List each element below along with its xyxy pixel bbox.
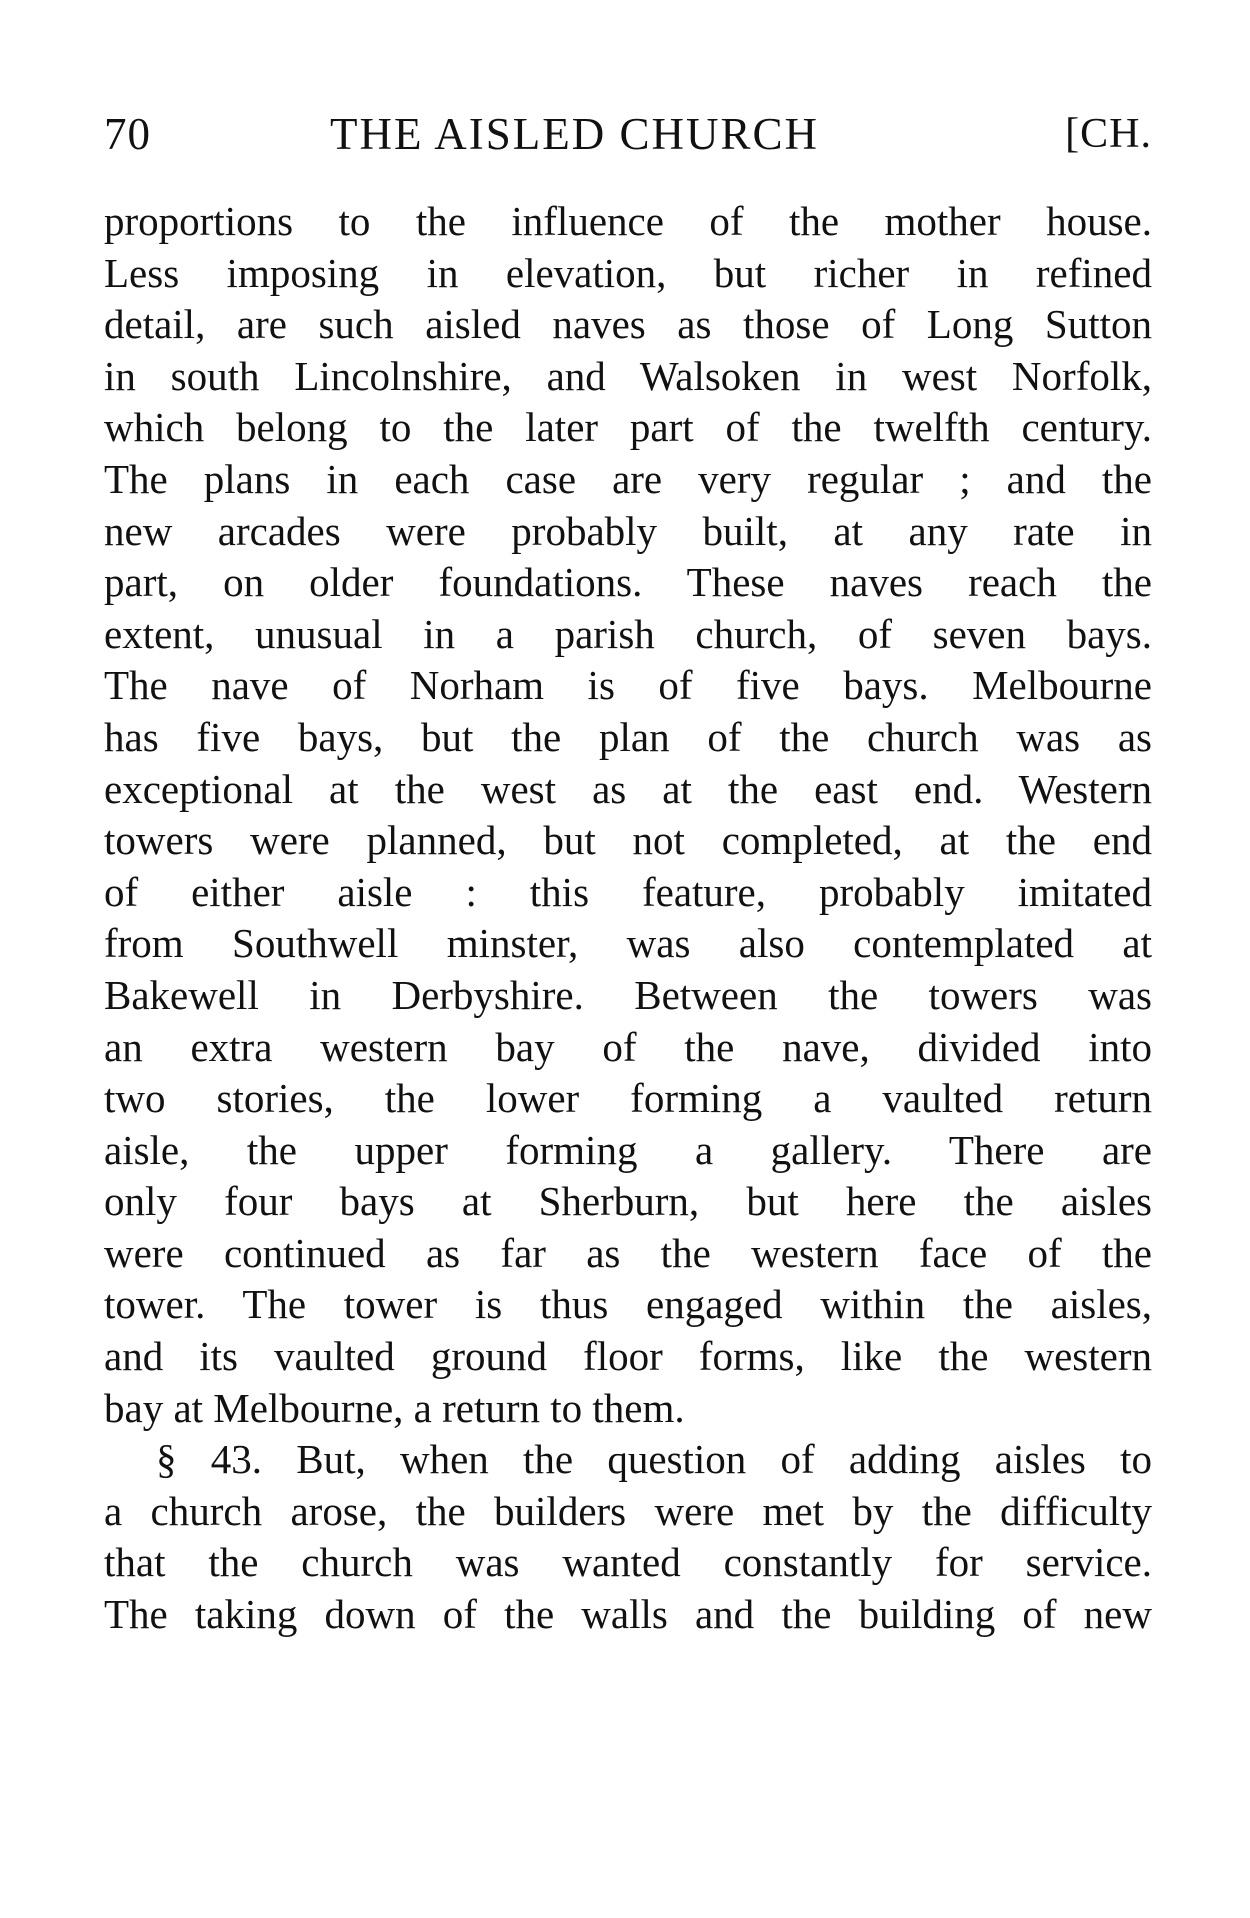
text-line: only four bays at Sherburn, but here the aisles: [104, 1178, 1152, 1225]
text-line: from Southwell minster, was also contemplated at: [104, 920, 1152, 967]
text-line: an extra western bay of the nave, divided into: [104, 1023, 1152, 1070]
text-line: that the church was wanted constantly for service.: [104, 1539, 1152, 1586]
text-line: Less imposing in elevation, but richer in refined: [104, 249, 1152, 296]
section-43-opening-line: § 43. But, when the question of adding aisles to: [156, 1436, 1152, 1483]
text-line: in south Lincolnshire, and Walsoken in west Norfolk,: [104, 352, 1152, 399]
text-line: Bakewell in Derbyshire. Between the towers was: [104, 971, 1152, 1018]
paragraph-end-line: bay at Melbourne, a return to them.: [104, 1384, 685, 1431]
text-line: and its vaulted ground floor forms, like the western: [104, 1333, 1152, 1380]
running-head: [104, 108, 1152, 160]
text-line: of either aisle : this feature, probably imitated: [104, 868, 1152, 915]
text-line: detail, are such aisled naves as those of Long Sutton: [104, 301, 1152, 348]
text-line: a church arose, the builders were met by the difficulty: [104, 1487, 1152, 1534]
text-line: has five bays, but the plan of the church was as: [104, 713, 1152, 760]
text-line: towers were planned, but not completed, at the end: [104, 817, 1152, 864]
running-title: THE AISLED CHURCH: [330, 109, 820, 159]
text-line: tower. The tower is thus engaged within the aisles,: [104, 1281, 1152, 1328]
text-line: part, on older foundations. These naves reach the: [104, 559, 1152, 606]
text-line: exceptional at the west as at the east end. Western: [104, 765, 1152, 812]
text-line: extent, unusual in a parish church, of seven bays.: [104, 610, 1152, 657]
chapter-abbreviation: [CH.: [1065, 111, 1152, 157]
text-line: which belong to the later part of the twelfth century.: [104, 404, 1152, 451]
text-line: The nave of Norham is of five bays. Melbourne: [104, 662, 1152, 709]
text-line: The plans in each case are very regular ; and the: [104, 455, 1152, 502]
text-line: proportions to the influence of the mother house.: [104, 198, 1152, 244]
text-line: new arcades were probably built, at any rate in: [104, 507, 1152, 554]
page-number: 70: [104, 109, 151, 159]
text-line: two stories, the lower forming a vaulted return: [104, 1075, 1152, 1122]
text-line: The taking down of the walls and the building of new: [104, 1591, 1152, 1638]
text-line: aisle, the upper forming a gallery. There are: [104, 1126, 1152, 1173]
text-line: were continued as far as the western face of the: [104, 1229, 1152, 1276]
body-text: [104, 196, 1152, 1641]
